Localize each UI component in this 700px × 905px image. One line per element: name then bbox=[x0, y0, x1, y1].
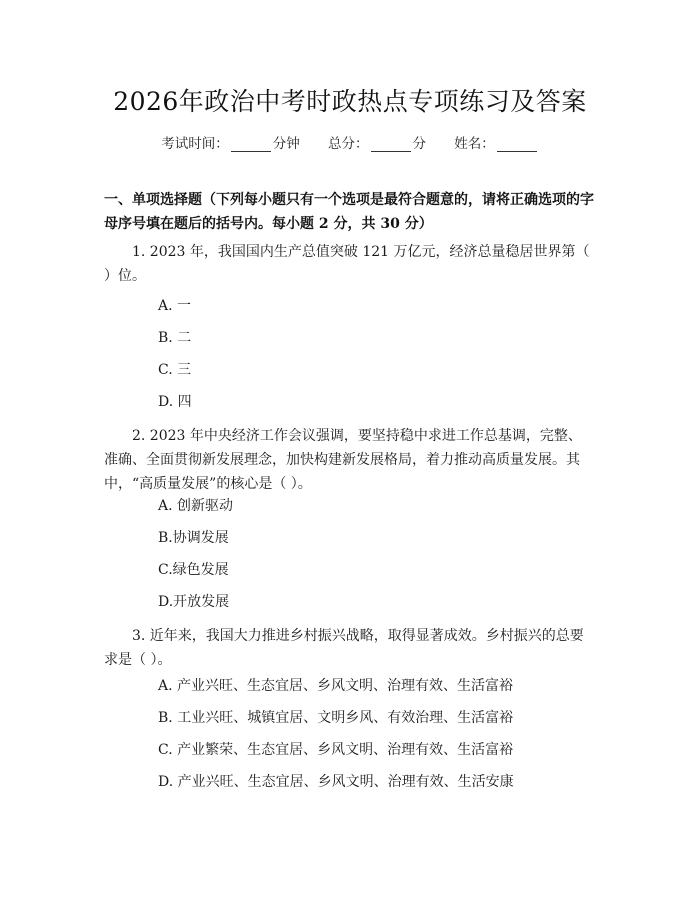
total-score-unit: 分 bbox=[412, 136, 426, 152]
question-2-text: 2. 2023 年中央经济工作会议强调，要坚持稳中求进工作总基调，完整、准确、全面贯彻新发展理念，加快构建新发展格局，着力推动高质量发展。其中，“高质量发展”的核心是（ ）。 bbox=[104, 428, 582, 492]
question-1-option-c: C. 三 bbox=[158, 362, 192, 378]
question-1-text: 1. 2023 年，我国国内生产总值突破 121 万亿元，经济总量稳居世界第（ ）位。 bbox=[104, 244, 590, 284]
student-name-blank bbox=[497, 137, 537, 152]
question-1-option-d: D. 四 bbox=[158, 394, 192, 410]
question-2-option-b: B.协调发展 bbox=[158, 530, 229, 546]
student-name-field bbox=[454, 136, 539, 152]
section-heading-line-1: 一、单项选择题（下列每小题只有一个选项是最符合题意的，请将正确选项的字 bbox=[104, 192, 594, 208]
total-score-blank bbox=[371, 137, 411, 152]
section-heading-line-2: 母序号填在题后的括号内。每小题 2 分，共 30 分） bbox=[104, 216, 433, 232]
exam-time-label: 考试时间： bbox=[161, 136, 229, 152]
section-heading bbox=[104, 188, 594, 236]
question-2-option-c: C.绿色发展 bbox=[158, 562, 229, 578]
question-2-option-a: A. 创新驱动 bbox=[158, 498, 234, 514]
question-3-option-c: C. 产业繁荣、生态宜居、乡风文明、治理有效、生活富裕 bbox=[158, 742, 514, 758]
question-3-text: 3. 近年来，我国大力推进乡村振兴战略，取得显著成效。乡村振兴的总要求是（ ）。 bbox=[104, 628, 584, 668]
exam-time-blank bbox=[231, 137, 271, 152]
question-3-option-d: D. 产业兴旺、生态宜居、乡风文明、治理有效、生活安康 bbox=[158, 774, 514, 790]
exam-time-unit: 分钟 bbox=[272, 136, 300, 152]
exam-time-field bbox=[161, 136, 304, 152]
question-3-option-a: A. 产业兴旺、生态宜居、乡风文明、治理有效、生活富裕 bbox=[158, 678, 514, 694]
question-2-option-d: D.开放发展 bbox=[158, 594, 230, 610]
question-1-option-a: A. 一 bbox=[158, 298, 192, 314]
student-name-label: 姓名： bbox=[454, 136, 495, 152]
exam-info-line bbox=[0, 132, 700, 152]
total-score-field bbox=[328, 136, 430, 152]
total-score-label: 总分： bbox=[328, 136, 369, 152]
document-title: 2026年政治中考时政热点专项练习及答案 bbox=[113, 87, 587, 116]
question-1-option-b: B. 二 bbox=[158, 330, 192, 346]
question-3-option-b: B. 工业兴旺、城镇宜居、文明乡风、有效治理、生活富裕 bbox=[158, 710, 514, 726]
